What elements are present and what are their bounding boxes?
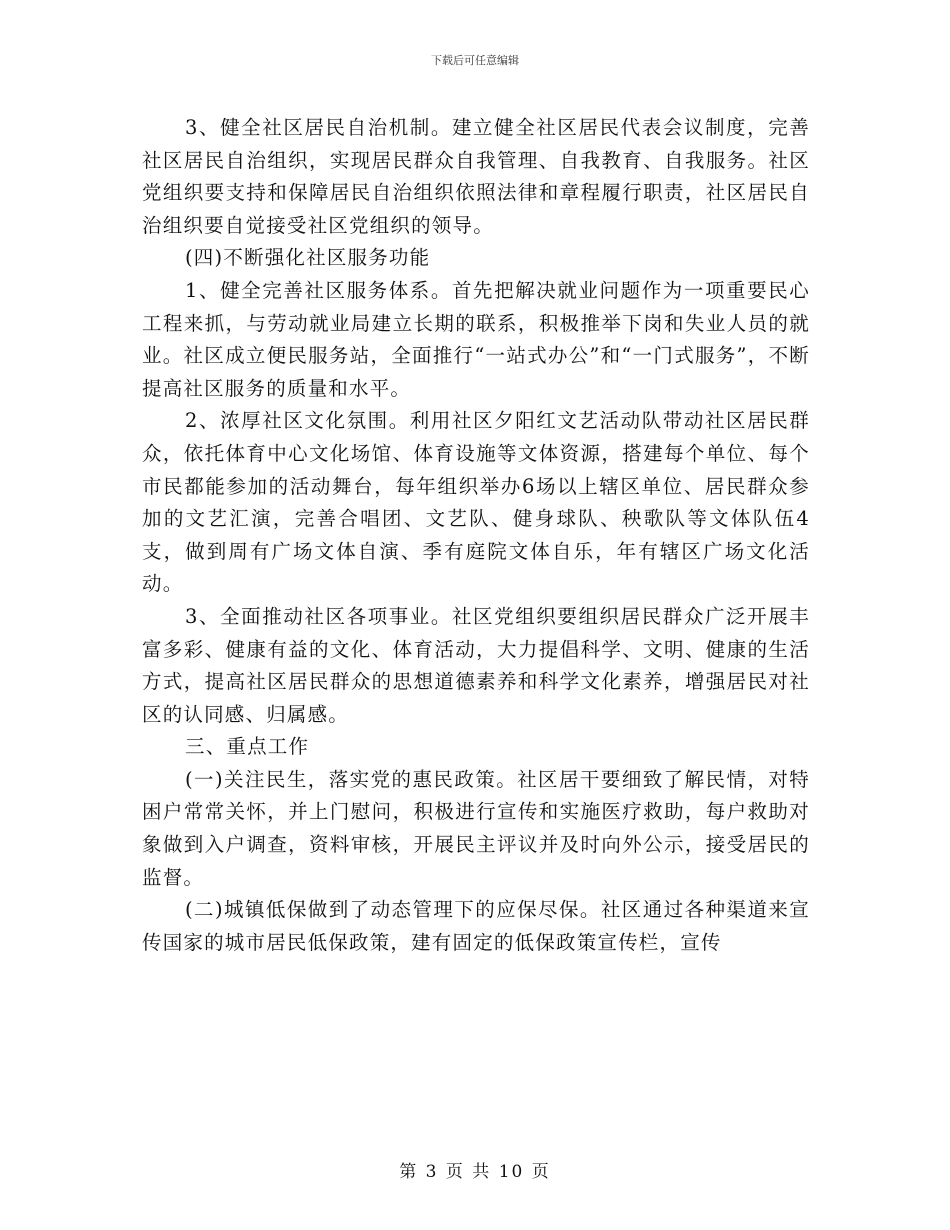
page-header: 下载后可任意编辑 [431,54,519,67]
paragraph-community-affairs: 3、全面推动社区各项事业。社区党组织要组织居民群众广泛开展丰富多彩、健康有益的文化、体育活动，大力提倡科学、文明、健康的生活方式，提高社区居民群众的思想道德素养和科学文化素养，增强居民对社区的认同感、归属感。 [142,604,810,726]
paragraph-livelihood: (一)关注民生，落实党的惠民政策。社区居干要细致了解民情，对特困户常常关怀，并上门慰问，积极进行宣传和实施医疗救助，每户救助对象做到入户调查，资料审核，开展民主评议并及时向外公示，接受居民的监督。 [142,767,810,889]
page-number-footer: 第 3 页 共 10 页 [399,1162,551,1182]
section-heading-service-function: (四)不断强化社区服务功能 [185,246,431,270]
paragraph-self-governance: 3、健全社区居民自治机制。建立健全社区居民代表会议制度，完善社区居民自治组织，实现居民群众自我管理、自我教育、自我服务。社区党组织要支持和保障居民自治组织依照法律和章程履行职责，社区居民自治组织要自觉接受社区党组织的领导。 [142,116,810,237]
paragraph-low-income-security: (二)城镇低保做到了动态管理下的应保尽保。社区通过各种渠道来宣传国家的城市居民低保政策，建有固定的低保政策宣传栏，宣传 [142,898,810,954]
paragraph-service-system: 1、健全完善社区服务体系。首先把解决就业问题作为一项重要民心工程来抓，与劳动就业局建立长期的联系，积极推举下岗和失业人员的就业。社区成立便民服务站，全面推行“一站式办公”和“一门式服务”，不断提高社区服务的质量和水平。 [142,278,810,400]
paragraph-culture-atmosphere: 2、浓厚社区文化氛围。利用社区夕阳红文艺活动队带动社区居民群众，依托体育中心文化场馆、体育设施等文体资源，搭建每个单位、每个市民都能参加的活动舞台，每年组织举办6场以上辖区单位、居民群众参加的文艺汇演，完善合唱团、文艺队、健身球队、秧歌队等文体队伍4支，做到周有广场文体自演、季有庭院文体自乐，年有辖区广场文化活动。 [142,409,810,596]
document-body [142,112,810,959]
section-heading-key-work: 三、重点工作 [185,735,310,759]
